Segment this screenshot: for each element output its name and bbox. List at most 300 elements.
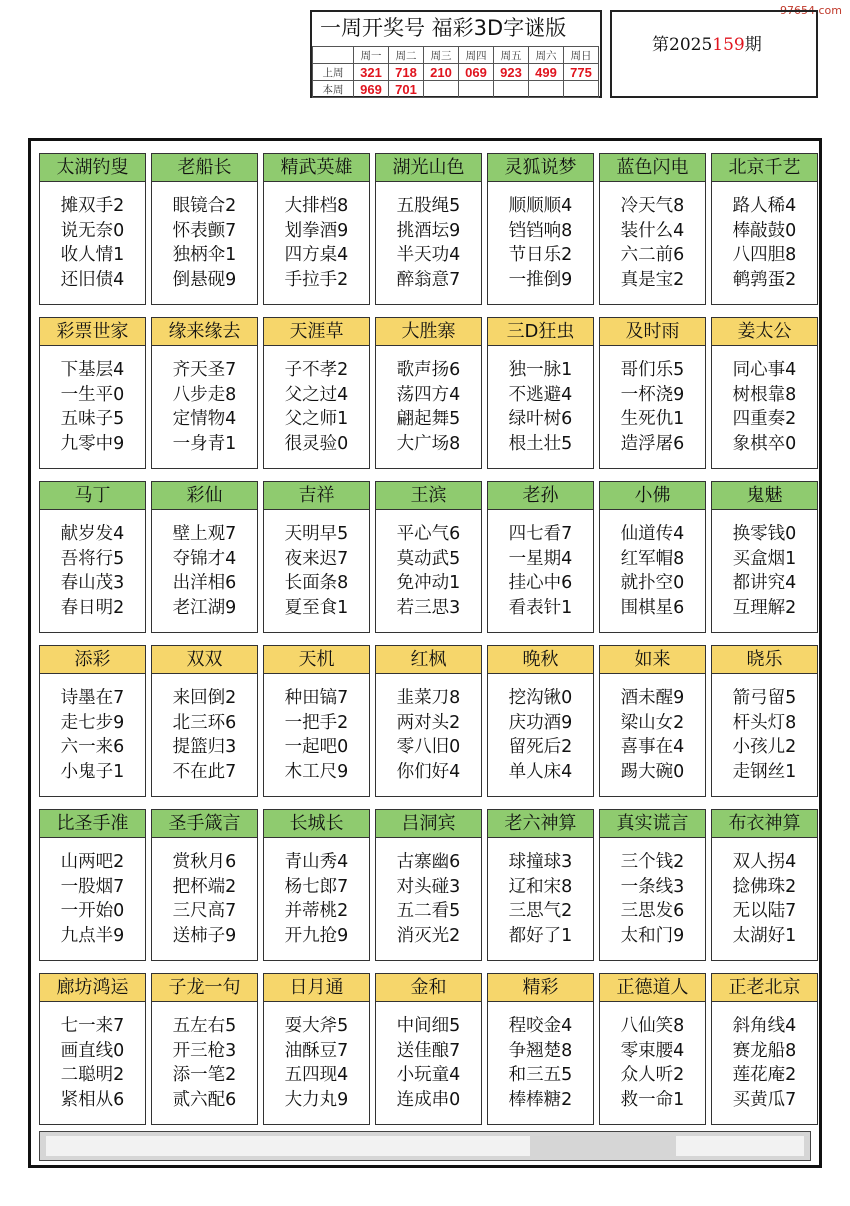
weekly-results-panel — [310, 10, 602, 98]
puzzle-card — [599, 317, 706, 469]
puzzle-card — [151, 809, 258, 961]
puzzle-lines — [152, 850, 257, 948]
puzzle-line: 中间细5 — [396, 1016, 461, 1036]
puzzle-line: 杨七郎7 — [284, 876, 349, 897]
puzzle-line: 和三五5 — [508, 1065, 573, 1085]
puzzle-card — [39, 645, 146, 797]
puzzle-line: 醉翁意7 — [396, 269, 461, 290]
puzzle-line: 出洋相6 — [172, 573, 237, 593]
puzzle-line: 互理解2 — [732, 597, 797, 618]
puzzle-lines — [600, 1014, 705, 1112]
puzzle-line: 大排档8 — [284, 196, 349, 216]
puzzle-line: 三思发6 — [620, 901, 685, 921]
puzzle-line: 说无奈0 — [60, 220, 125, 241]
puzzle-author: 老船长 — [152, 154, 257, 182]
puzzle-card — [151, 973, 258, 1125]
puzzle-lines — [488, 358, 593, 456]
day-label: 周一 — [354, 47, 389, 64]
puzzle-author: 北京千艺 — [712, 154, 817, 182]
puzzle-author: 精武英雄 — [264, 154, 369, 182]
puzzle-card — [375, 645, 482, 797]
puzzle-line: 球撞球3 — [508, 852, 573, 872]
issue-number: 第2025159期 — [652, 35, 762, 55]
puzzle-card — [375, 153, 482, 305]
puzzle-line: 划拳酒9 — [284, 220, 349, 241]
puzzle-card — [487, 317, 594, 469]
puzzle-card — [263, 481, 370, 633]
puzzle-line: 程咬金4 — [508, 1016, 573, 1036]
puzzle-lines — [376, 686, 481, 784]
puzzle-line: 木工尺9 — [284, 761, 349, 782]
puzzle-line: 收人情1 — [60, 245, 125, 265]
puzzle-line: 大广场8 — [396, 433, 461, 454]
puzzle-line: 一星期4 — [508, 548, 573, 569]
puzzle-line: 太和门9 — [620, 925, 685, 946]
puzzle-line: 独柄伞1 — [172, 245, 237, 265]
puzzle-line: 五股绳5 — [396, 196, 461, 216]
puzzle-line: 双人拐4 — [732, 852, 797, 872]
puzzle-frame — [28, 138, 822, 1168]
puzzle-line: 消灭光2 — [396, 925, 461, 946]
puzzle-author: 晓乐 — [712, 646, 817, 674]
puzzle-line: 韭菜刀8 — [396, 688, 461, 708]
puzzle-line: 杆头灯8 — [732, 712, 797, 733]
puzzle-line: 若三思3 — [396, 597, 461, 618]
puzzle-line: 六二前6 — [620, 245, 685, 265]
puzzle-author: 日月通 — [264, 974, 369, 1002]
puzzle-line: 八四胆8 — [732, 245, 797, 265]
puzzle-line: 春山茂3 — [60, 573, 125, 593]
puzzle-lines — [40, 358, 145, 456]
puzzle-author: 布衣神算 — [712, 810, 817, 838]
puzzle-line: 五四现4 — [284, 1065, 349, 1085]
puzzle-card — [599, 973, 706, 1125]
puzzle-line: 同心事4 — [732, 360, 797, 380]
puzzle-line: 夺锦才4 — [172, 548, 237, 569]
puzzle-lines — [712, 850, 817, 948]
puzzle-card — [487, 809, 594, 961]
puzzle-lines — [40, 850, 145, 948]
puzzle-lines — [600, 194, 705, 292]
puzzle-lines — [376, 522, 481, 620]
puzzle-lines — [40, 686, 145, 784]
puzzle-line: 长面条8 — [284, 573, 349, 593]
puzzle-line: 老江湖9 — [172, 597, 237, 618]
puzzle-line: 不在此7 — [172, 761, 237, 782]
puzzle-line: 辽和宋8 — [508, 876, 573, 897]
puzzle-card — [151, 317, 258, 469]
draw-number — [424, 81, 459, 98]
draw-number: 069 — [459, 64, 494, 81]
puzzle-line: 赛龙船8 — [732, 1040, 797, 1061]
puzzle-line: 一起吧0 — [284, 737, 349, 757]
puzzle-card — [375, 481, 482, 633]
puzzle-line: 下基层4 — [60, 360, 125, 380]
puzzle-line: 八仙笑8 — [620, 1016, 685, 1036]
puzzle-line: 顺顺顺4 — [508, 196, 573, 216]
puzzle-line: 手拉手2 — [284, 269, 349, 290]
puzzle-line: 倒悬砚9 — [172, 269, 237, 290]
puzzle-line: 夏至食1 — [284, 597, 349, 618]
puzzle-author: 彩票世家 — [40, 318, 145, 346]
puzzle-line: 一杯浇9 — [620, 384, 685, 405]
puzzle-line: 太湖好1 — [732, 925, 797, 946]
puzzle-card — [711, 317, 818, 469]
puzzle-author: 比圣手准 — [40, 810, 145, 838]
puzzle-author: 吉祥 — [264, 482, 369, 510]
puzzle-card — [599, 481, 706, 633]
puzzle-line: 还旧债4 — [60, 269, 125, 290]
puzzle-line: 梁山女2 — [620, 712, 685, 733]
draw-number: 923 — [494, 64, 529, 81]
puzzle-line: 并蒂桃2 — [284, 901, 349, 921]
issue-panel — [610, 10, 818, 98]
puzzle-author: 鬼魅 — [712, 482, 817, 510]
puzzle-line: 留死后2 — [508, 737, 573, 757]
puzzle-line: 献岁发4 — [60, 524, 125, 544]
puzzle-line: 根土壮5 — [508, 433, 573, 454]
puzzle-line: 九点半9 — [60, 925, 125, 946]
puzzle-author: 天涯草 — [264, 318, 369, 346]
puzzle-line: 荡四方4 — [396, 384, 461, 405]
puzzle-author: 王滨 — [376, 482, 481, 510]
puzzle-line: 平心气6 — [396, 524, 461, 544]
puzzle-line: 三思气2 — [508, 901, 573, 921]
puzzle-card — [711, 809, 818, 961]
puzzle-author: 灵狐说梦 — [488, 154, 593, 182]
puzzle-card — [599, 153, 706, 305]
puzzle-line: 红军帽8 — [620, 548, 685, 569]
puzzle-lines — [152, 358, 257, 456]
puzzle-line: 棒敲鼓0 — [732, 220, 797, 241]
puzzle-line: 半天功4 — [396, 245, 461, 265]
puzzle-lines — [712, 358, 817, 456]
puzzle-lines — [376, 358, 481, 456]
draw-number: 718 — [389, 64, 424, 81]
puzzle-line: 看表针1 — [508, 597, 573, 618]
puzzle-line: 造浮屠6 — [620, 433, 685, 454]
puzzle-line: 庆功酒9 — [508, 712, 573, 733]
puzzle-author: 老六神算 — [488, 810, 593, 838]
puzzle-lines — [376, 1014, 481, 1112]
puzzle-card — [711, 481, 818, 633]
puzzle-lines — [712, 522, 817, 620]
puzzle-author: 正老北京 — [712, 974, 817, 1002]
day-label: 周四 — [459, 47, 494, 64]
puzzle-lines — [712, 1014, 817, 1112]
puzzle-line: 把杯端2 — [172, 876, 237, 897]
puzzle-line: 棒棒糖2 — [508, 1089, 573, 1110]
puzzle-author: 添彩 — [40, 646, 145, 674]
puzzle-line: 四方桌4 — [284, 245, 349, 265]
draw-number: 321 — [354, 64, 389, 81]
puzzle-line: 开三枪3 — [172, 1040, 237, 1061]
draw-number: 969 — [354, 81, 389, 98]
puzzle-line: 一条线3 — [620, 876, 685, 897]
puzzle-card — [263, 809, 370, 961]
puzzle-line: 免冲动1 — [396, 573, 461, 593]
page-title: 一周开奖号 福彩3D字谜版 — [320, 16, 567, 40]
puzzle-line: 喜事在4 — [620, 737, 685, 757]
puzzle-lines — [488, 850, 593, 948]
puzzle-author: 及时雨 — [600, 318, 705, 346]
puzzle-author: 双双 — [152, 646, 257, 674]
puzzle-card — [599, 645, 706, 797]
puzzle-line: 箭弓留5 — [732, 688, 797, 708]
puzzle-lines — [376, 194, 481, 292]
puzzle-line: 九零中9 — [60, 433, 125, 454]
puzzle-line: 添一笔2 — [172, 1065, 237, 1085]
puzzle-line: 真是宝2 — [620, 269, 685, 290]
puzzle-line: 酒未醒9 — [620, 688, 685, 708]
puzzle-author: 蓝色闪电 — [600, 154, 705, 182]
day-label: 周二 — [389, 47, 424, 64]
draw-number: 701 — [389, 81, 424, 98]
puzzle-line: 无以陆7 — [732, 901, 797, 921]
puzzle-lines — [488, 1014, 593, 1112]
puzzle-lines — [264, 1014, 369, 1112]
puzzle-lines — [488, 522, 593, 620]
puzzle-line: 青山秀4 — [284, 852, 349, 872]
puzzle-author: 晚秋 — [488, 646, 593, 674]
puzzle-line: 壁上观7 — [172, 524, 237, 544]
puzzle-line: 送柿子9 — [172, 925, 237, 946]
puzzle-line: 吾将行5 — [60, 548, 125, 569]
puzzle-lines — [264, 522, 369, 620]
puzzle-card — [375, 317, 482, 469]
puzzle-line: 两对头2 — [396, 712, 461, 733]
draw-number: 775 — [564, 64, 599, 81]
puzzle-line: 送佳酿7 — [396, 1040, 461, 1061]
puzzle-card — [487, 153, 594, 305]
puzzle-line: 买黄瓜7 — [732, 1089, 797, 1110]
puzzle-line: 贰六配6 — [172, 1089, 237, 1110]
puzzle-author: 圣手箴言 — [152, 810, 257, 838]
draw-number — [459, 81, 494, 98]
puzzle-lines — [600, 850, 705, 948]
puzzle-line: 不逃避4 — [508, 384, 573, 405]
puzzle-lines — [40, 1014, 145, 1112]
puzzle-card — [39, 317, 146, 469]
puzzle-line: 冷天气8 — [620, 196, 685, 216]
draw-number: 499 — [529, 64, 564, 81]
day-label: 周三 — [424, 47, 459, 64]
puzzle-card — [151, 153, 258, 305]
puzzle-author: 子龙一句 — [152, 974, 257, 1002]
puzzle-author: 红枫 — [376, 646, 481, 674]
puzzle-line: 种田镐7 — [284, 688, 349, 708]
puzzle-lines — [40, 522, 145, 620]
puzzle-author: 三D狂虫 — [488, 318, 593, 346]
puzzle-lines — [152, 686, 257, 784]
puzzle-line: 夜来迟7 — [284, 548, 349, 569]
puzzle-line: 单人床4 — [508, 761, 573, 782]
puzzle-lines — [152, 522, 257, 620]
puzzle-line: 生死仇1 — [620, 409, 685, 429]
puzzle-author: 小佛 — [600, 482, 705, 510]
puzzle-card — [487, 645, 594, 797]
draw-number — [494, 81, 529, 98]
puzzle-line: 挂心中6 — [508, 573, 573, 593]
puzzle-line: 走钢丝1 — [732, 761, 797, 782]
weekly-results-table — [312, 46, 599, 98]
puzzle-line: 都好了1 — [508, 925, 573, 946]
puzzle-line: 都讲究4 — [732, 573, 797, 593]
puzzle-line: 二聪明2 — [60, 1065, 125, 1085]
puzzle-line: 油酥豆7 — [284, 1040, 349, 1061]
puzzle-line: 连成串0 — [396, 1089, 461, 1110]
puzzle-line: 装什么4 — [620, 220, 685, 241]
puzzle-line: 开九抢9 — [284, 925, 349, 946]
puzzle-line: 零束腰4 — [620, 1040, 685, 1061]
puzzle-card — [39, 809, 146, 961]
puzzle-card — [263, 973, 370, 1125]
puzzle-line: 树根靠8 — [732, 384, 797, 405]
puzzle-line: 哥们乐5 — [620, 360, 685, 380]
puzzle-card — [39, 973, 146, 1125]
puzzle-line: 买盒烟1 — [732, 548, 797, 569]
puzzle-line: 摊双手2 — [60, 196, 125, 216]
puzzle-line: 眼镜合2 — [172, 196, 237, 216]
puzzle-line: 争翘楚8 — [508, 1040, 573, 1061]
puzzle-line: 六一来6 — [60, 737, 125, 757]
puzzle-line: 节日乐2 — [508, 245, 573, 265]
puzzle-line: 小孩儿2 — [732, 737, 797, 757]
puzzle-line: 北三环6 — [172, 712, 237, 733]
puzzle-author: 老孙 — [488, 482, 593, 510]
puzzle-lines — [600, 522, 705, 620]
puzzle-line: 天明早5 — [284, 524, 349, 544]
puzzle-lines — [488, 194, 593, 292]
puzzle-author: 真实谎言 — [600, 810, 705, 838]
puzzle-line: 莫动武5 — [396, 548, 461, 569]
puzzle-line: 一股烟7 — [60, 876, 125, 897]
puzzle-line: 四重奏2 — [732, 409, 797, 429]
puzzle-line: 一推倒9 — [508, 269, 573, 290]
footer-bar — [39, 1131, 811, 1161]
puzzle-line: 诗墨在7 — [60, 688, 125, 708]
puzzle-author: 缘来缘去 — [152, 318, 257, 346]
puzzle-lines — [264, 850, 369, 948]
puzzle-line: 救一命1 — [620, 1089, 685, 1110]
watermark: 97654.com — [780, 4, 842, 17]
draw-number — [564, 81, 599, 98]
puzzle-line: 斜角线4 — [732, 1016, 797, 1036]
puzzle-line: 画直线0 — [60, 1040, 125, 1061]
puzzle-author: 湖光山色 — [376, 154, 481, 182]
puzzle-line: 齐天圣7 — [172, 360, 237, 380]
puzzle-card — [151, 481, 258, 633]
puzzle-author: 精彩 — [488, 974, 593, 1002]
puzzle-line: 子不孝2 — [284, 360, 349, 380]
puzzle-lines — [488, 686, 593, 784]
puzzle-line: 仙道传4 — [620, 524, 685, 544]
puzzle-line: 大力丸9 — [284, 1089, 349, 1110]
puzzle-line: 一生平0 — [60, 384, 125, 405]
puzzle-card — [711, 153, 818, 305]
puzzle-lines — [376, 850, 481, 948]
puzzle-author: 太湖钓叟 — [40, 154, 145, 182]
draw-number: 210 — [424, 64, 459, 81]
puzzle-line: 莲花庵2 — [732, 1065, 797, 1085]
puzzle-card — [263, 317, 370, 469]
puzzle-card — [151, 645, 258, 797]
puzzle-author: 如来 — [600, 646, 705, 674]
puzzle-line: 鹌鹑蛋2 — [732, 269, 797, 290]
puzzle-lines — [712, 194, 817, 292]
puzzle-lines — [600, 686, 705, 784]
puzzle-card — [711, 645, 818, 797]
puzzle-lines — [40, 194, 145, 292]
puzzle-line: 五二看5 — [396, 901, 461, 921]
day-label: 周日 — [564, 47, 599, 64]
puzzle-lines — [264, 194, 369, 292]
puzzle-line: 三尺高7 — [172, 901, 237, 921]
puzzle-card — [487, 481, 594, 633]
puzzle-line: 挑酒坛9 — [396, 220, 461, 241]
puzzle-card — [599, 809, 706, 961]
puzzle-line: 山两吧2 — [60, 852, 125, 872]
puzzle-line: 挖沟锹0 — [508, 688, 573, 708]
puzzle-line: 捻佛珠2 — [732, 876, 797, 897]
puzzle-line: 三个钱2 — [620, 852, 685, 872]
last-week-label: 上周 — [313, 64, 354, 81]
puzzle-line: 一开始0 — [60, 901, 125, 921]
puzzle-author: 天机 — [264, 646, 369, 674]
puzzle-line: 八步走8 — [172, 384, 237, 405]
puzzle-author: 吕洞宾 — [376, 810, 481, 838]
puzzle-author: 马丁 — [40, 482, 145, 510]
puzzle-line: 围棋星6 — [620, 597, 685, 618]
puzzle-line: 提篮归3 — [172, 737, 237, 757]
puzzle-author: 长城长 — [264, 810, 369, 838]
draw-number — [529, 81, 564, 98]
puzzle-line: 很灵验0 — [284, 433, 349, 454]
puzzle-lines — [712, 686, 817, 784]
puzzle-line: 绿叶树6 — [508, 409, 573, 429]
puzzle-card — [487, 973, 594, 1125]
puzzle-line: 赏秋月6 — [172, 852, 237, 872]
puzzle-line: 来回倒2 — [172, 688, 237, 708]
puzzle-line: 定情物4 — [172, 409, 237, 429]
puzzle-line: 春日明2 — [60, 597, 125, 618]
puzzle-author: 正德道人 — [600, 974, 705, 1002]
puzzle-line: 五味子5 — [60, 409, 125, 429]
puzzle-author: 金和 — [376, 974, 481, 1002]
puzzle-card — [39, 481, 146, 633]
puzzle-line: 小玩童4 — [396, 1065, 461, 1085]
puzzle-line: 象棋卒0 — [732, 433, 797, 454]
puzzle-lines — [264, 358, 369, 456]
puzzle-line: 路人稀4 — [732, 196, 797, 216]
this-week-label: 本周 — [313, 81, 354, 98]
puzzle-lines — [264, 686, 369, 784]
puzzle-line: 你们好4 — [396, 761, 461, 782]
puzzle-card — [375, 973, 482, 1125]
puzzle-card — [263, 153, 370, 305]
puzzle-line: 父之师1 — [284, 409, 349, 429]
puzzle-line: 零八旧0 — [396, 737, 461, 757]
puzzle-line: 走七步9 — [60, 712, 125, 733]
puzzle-line: 一身青1 — [172, 433, 237, 454]
puzzle-line: 古寨幽6 — [396, 852, 461, 872]
puzzle-line: 耍大斧5 — [284, 1016, 349, 1036]
puzzle-author: 大胜寨 — [376, 318, 481, 346]
puzzle-author: 姜太公 — [712, 318, 817, 346]
puzzle-line: 四七看7 — [508, 524, 573, 544]
puzzle-lines — [152, 1014, 257, 1112]
puzzle-line: 父之过4 — [284, 384, 349, 405]
